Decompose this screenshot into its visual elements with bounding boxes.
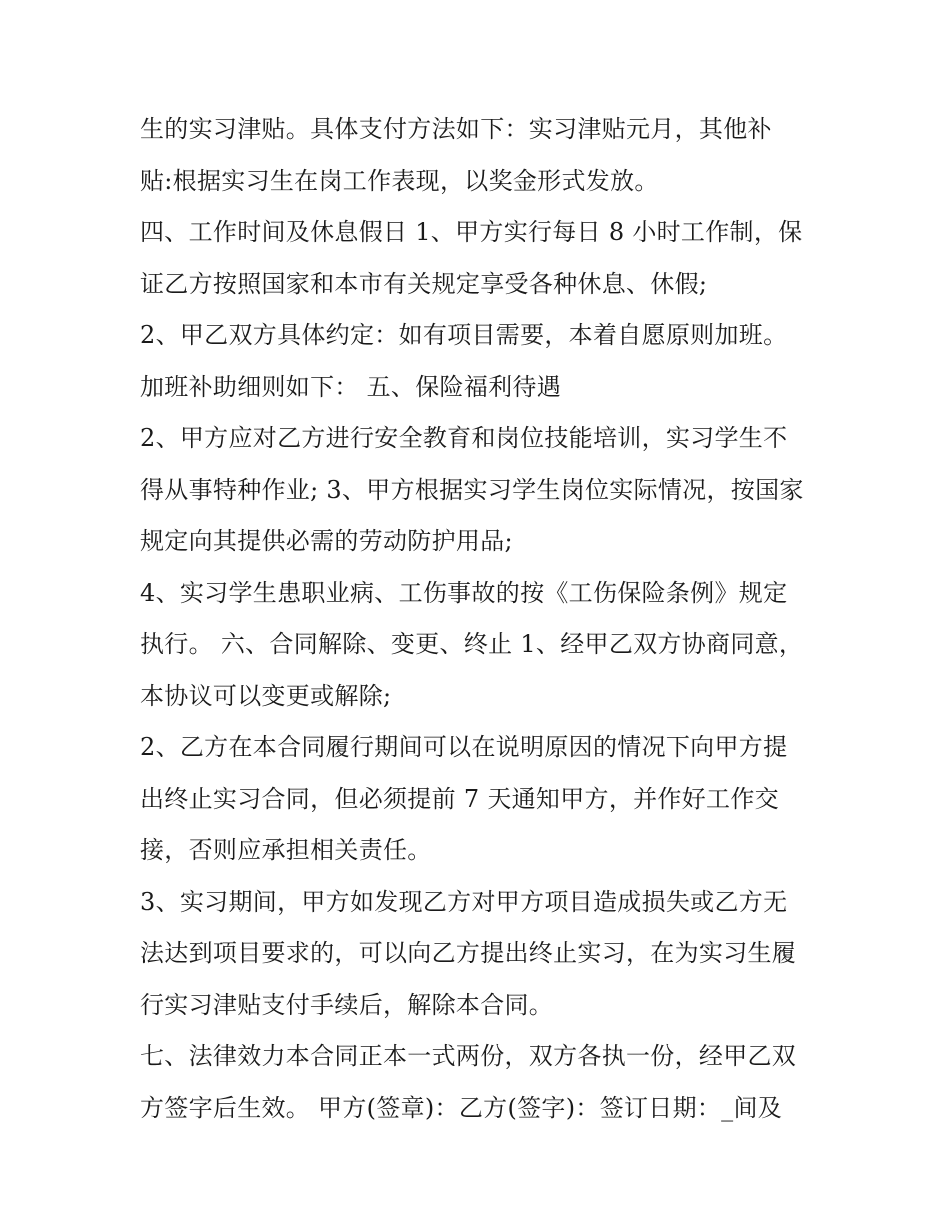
text-line: 七、法律效力本合同正本一式两份，双方各执一份，经甲乙双 <box>140 1042 797 1070</box>
text-line: 行实习津贴支付手续后，解除本合同。 <box>140 990 554 1019</box>
text-line: 规定向其提供必需的劳动防护用品; <box>140 527 513 555</box>
text-line: 出终止实习合同，但必须提前 7 天通知甲方，并作好工作交 <box>140 784 779 813</box>
text-line: 2、甲乙双方具体约定：如有项目需要，本着自愿原则加班。 <box>140 321 788 349</box>
text-line: 法达到项目要求的，可以向乙方提出终止实习，在为实习生履 <box>140 939 797 967</box>
text-line: 3、实习期间，甲方如发现乙方对甲方项目造成损失或乙方无 <box>140 887 788 916</box>
text-line: 四、工作时间及休息假日 1、甲方实行每日 8 小时工作制，保 <box>140 218 803 246</box>
document-body <box>140 104 820 1134</box>
text-line: 贴:根据实习生在岗工作表现，以奖金形式发放。 <box>140 166 659 195</box>
text-line: 2、甲方应对乙方进行安全教育和岗位技能培训，实习学生不 <box>140 424 788 452</box>
text-line: 执行。 六、合同解除、变更、终止 1、经甲乙双方协商同意， <box>140 630 804 658</box>
text-line: 2、乙方在本合同履行期间可以在说明原因的情况下向甲方提 <box>140 733 788 761</box>
text-line: 接，否则应承担相关责任。 <box>140 836 432 864</box>
text-line: 加班补助细则如下： 五、保险福利待遇 <box>140 372 562 401</box>
text-line: 方签字后生效。 甲方(签章)：乙方(签字)：签订日期：_间及 <box>140 1093 783 1122</box>
text-line: 得从事特种作业; 3、甲方根据实习学生岗位实际情况，按国家 <box>140 475 804 504</box>
text-line: 4、实习学生患职业病、工伤事故的按《工伤保险条例》规定 <box>140 578 788 607</box>
text-line: 生的实习津贴。具体支付方法如下：实习津贴元月，其他补 <box>140 115 772 143</box>
text-line: 本协议可以变更或解除; <box>140 681 392 710</box>
text-line: 证乙方按照国家和本市有关规定享受各种休息、休假; <box>140 269 708 298</box>
